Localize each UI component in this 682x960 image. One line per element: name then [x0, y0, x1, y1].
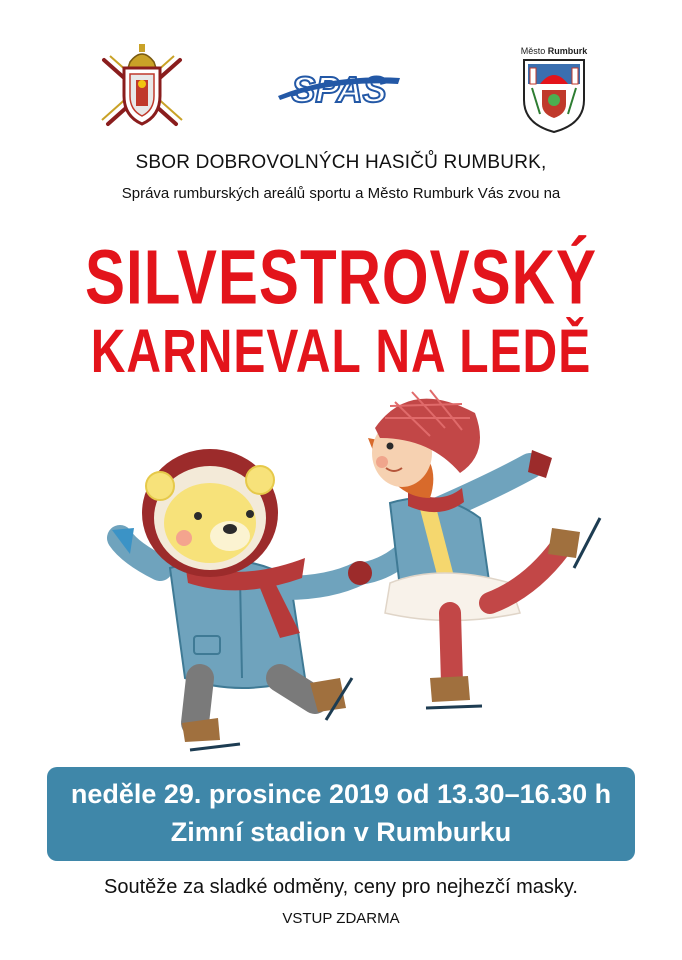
skating-kids-illustration: [90, 378, 610, 763]
organizer-line: SBOR DOBROVOLNÝCH HASIČŮ RUMBURK,: [135, 152, 547, 173]
event-title-line1: SILVESTROVSKÝ: [85, 234, 597, 321]
event-title-line2: KARNEVAL NA LEDĚ: [90, 318, 592, 387]
event-info-box: [47, 767, 635, 861]
svg-text:Město Rumburk: [521, 46, 589, 56]
girl-skater: [348, 390, 600, 708]
fire-brigade-emblem-icon: [96, 40, 188, 132]
spas-logo-icon: [272, 66, 406, 112]
event-place: Zimní stadion v Rumburku: [170, 817, 512, 847]
invitation-line: Správa rumburských areálů sportu a Město Rumburk Vás zvou na: [121, 185, 561, 202]
bear-skater: [112, 449, 360, 750]
city-label-name: Rumburk: [547, 46, 588, 56]
city-rumburk-coat-of-arms-icon: [518, 44, 590, 134]
spas-logo-text: SPAS: [291, 69, 387, 110]
free-entry-line: VSTUP ZDARMA: [282, 910, 400, 927]
event-date-time: neděle 29. prosince 2019 od 13.30–16.30 h: [70, 779, 612, 809]
prizes-line: Soutěže za sladké odměny, ceny pro nejhezčí masky.: [104, 876, 578, 898]
city-label-prefix: Město: [520, 46, 546, 56]
